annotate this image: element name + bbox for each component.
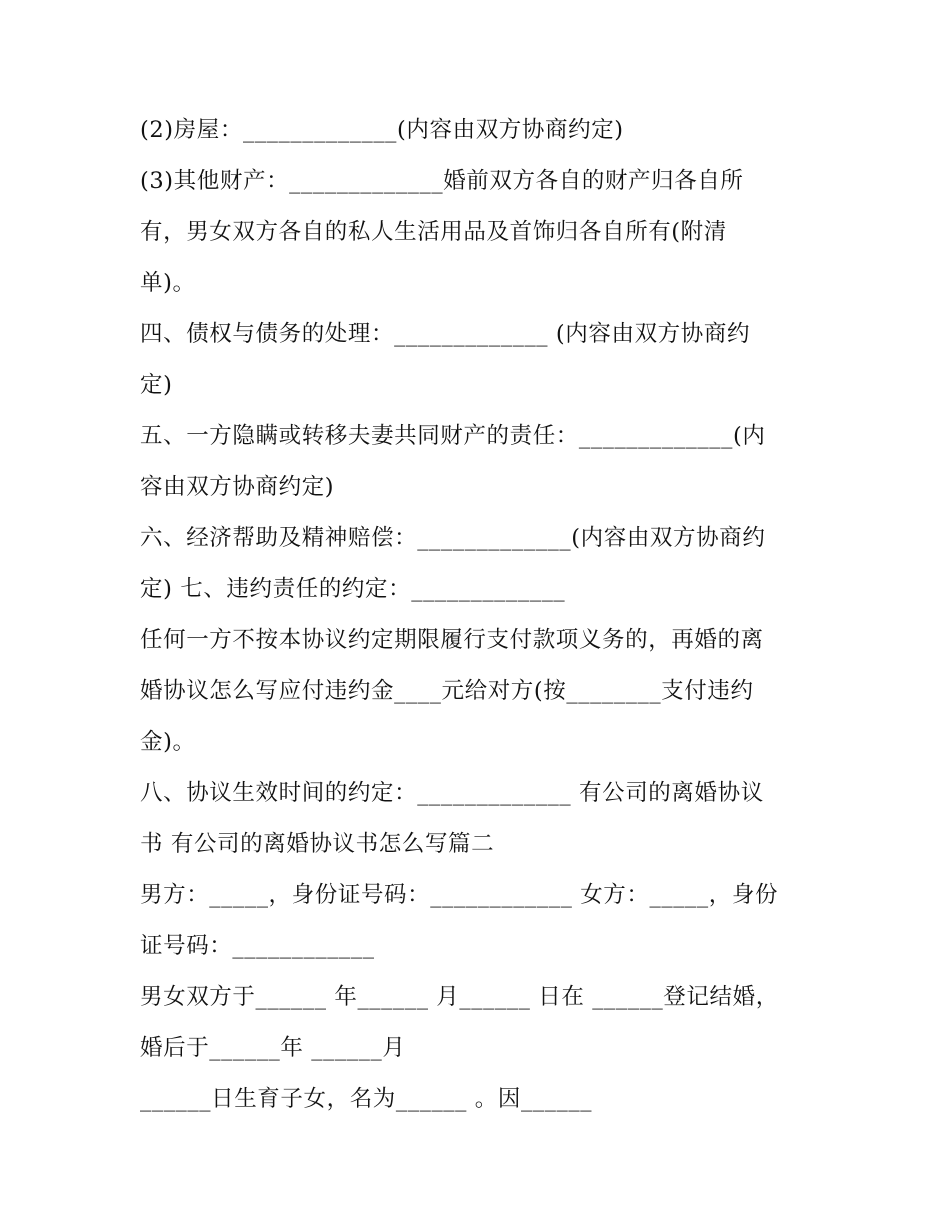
text-line: 容由双方协商约定) (140, 474, 335, 500)
text-line: 证号码：____________ (140, 933, 375, 959)
text-line: 婚协议怎么写应付违约金____元给对方(按________支付违约 (140, 678, 754, 704)
text-line: 男女双方于______ 年______ 月______ 日在 ______登记结婚， (140, 984, 779, 1010)
text-line: 任何一方不按本协议约定期限履行支付款项义务的，再婚的离 (140, 627, 764, 653)
text-line: 四、债权与债务的处理：_____________ (内容由双方协商约 (140, 321, 751, 347)
text-line: 五、一方隐瞒或转移夫妻共同财产的责任：_____________(内 (140, 423, 766, 449)
text-line: 男方：_____，身份证号码：____________ 女方：_____，身份 (140, 882, 779, 908)
text-line: 八、协议生效时间的约定：_____________ 有公司的离婚协议 (140, 780, 764, 806)
text-line: 六、经济帮助及精神赔偿：_____________(内容由双方协商约 (140, 525, 766, 551)
text-line: 婚后于______年 ______月 (140, 1035, 406, 1061)
text-line: (2)房屋：_____________(内容由双方协商约定) (140, 117, 624, 143)
text-line: (3)其他财产：_____________婚前双方各自的财产归各自所 (140, 168, 744, 194)
text-line: 书 有公司的离婚协议书怎么写篇二 (140, 831, 495, 857)
text-line: 金)。 (140, 729, 196, 755)
text-line: 定) (140, 372, 173, 398)
document-body (140, 108, 830, 1128)
text-line: 有，男女双方各自的私人生活用品及首饰归各自所有(附清 (140, 219, 727, 245)
text-line: 单)。 (140, 270, 196, 296)
text-line: ______日生育子女，名为______ 。因______ (140, 1086, 593, 1112)
text-line: 定) 七、违约责任的约定：_____________ (140, 576, 566, 602)
